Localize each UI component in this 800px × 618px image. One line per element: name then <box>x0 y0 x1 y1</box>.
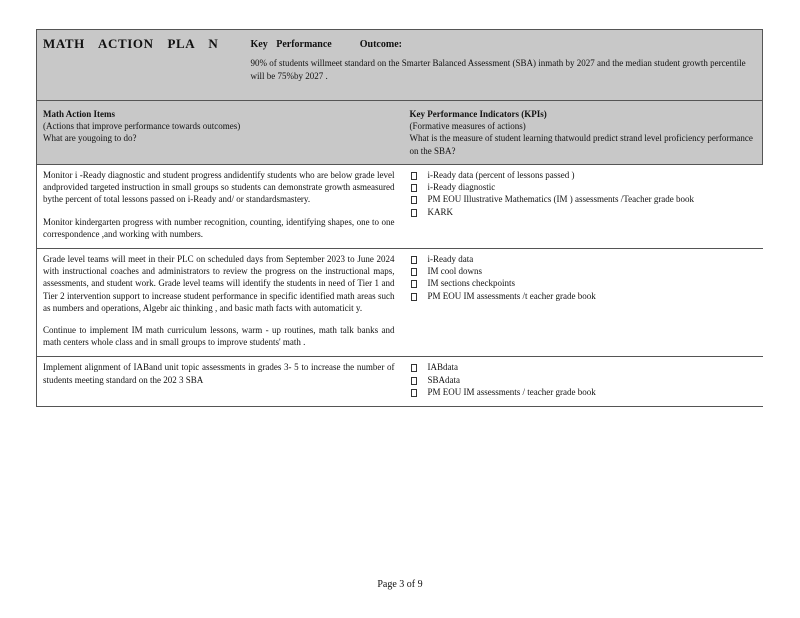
kpi-header-cell <box>403 101 763 165</box>
bullet-box-icon <box>411 389 417 397</box>
action-plan-table <box>36 29 763 407</box>
actions-header-line2: What are yougoing to do? <box>43 133 137 144</box>
bullet-box-icon <box>411 280 417 288</box>
list-item: i-Ready diagnostic <box>411 181 755 193</box>
bullet-box-icon <box>411 268 417 276</box>
action-text: Monitor kindergarten progress with number recognition, counting, identifying shapes, one to one correspondence ,and working with numbers. <box>43 216 395 239</box>
table-row <box>37 249 763 357</box>
plan-title: MATH ACTION PLA N <box>43 36 219 51</box>
kpi-header-line1: (Formative measures of actions) <box>409 121 526 132</box>
list-item: KARK <box>411 206 755 218</box>
actions-cell <box>37 165 403 249</box>
kpi-cell <box>403 249 763 357</box>
bullet-box-icon <box>411 196 417 204</box>
bullet-box-icon <box>411 256 417 264</box>
list-item: i-Ready data (percent of lessons passed ) <box>411 169 755 181</box>
list-item: IM cool downs <box>411 265 755 277</box>
bullet-box-icon <box>411 172 417 180</box>
action-text: Grade level teams will meet in their PLC on scheduled days from September 2023 to June 2024 with instructional coaches and administrators to review the progress on the instructional maps, assessments, and student work. Grade level teams will identify the students in need of Tier 1 and Tier 2 intervention support to increase student performance in specific identified math areas such as numbers and operations, Algebr aic thinking , and basic math facts with automaticit y. <box>43 254 395 313</box>
kpi-list <box>411 169 755 218</box>
list-item: IM sections checkpoints <box>411 277 755 289</box>
list-item: SBAdata <box>411 374 755 386</box>
table-row <box>37 165 763 249</box>
bullet-box-icon <box>411 364 417 372</box>
kpi-header-line2: What is the measure of student learning thatwould predict strand level proficiency performance on the SBA? <box>409 133 753 156</box>
list-item: IABdata <box>411 361 755 373</box>
list-item: PM EOU IM assessments / teacher grade book <box>411 386 755 398</box>
kpi-list <box>411 361 755 398</box>
bullet-box-icon <box>411 209 417 217</box>
action-text: Monitor i -Ready diagnostic and student progress andidentify students who are below grade level andprovided targeted instruction in small groups so students can demonstrate growth asmeasured bythe percent of total lessons passed on i-Ready and/ or standardsmastery. <box>43 170 395 205</box>
action-text: Continue to implement IM math curriculum lessons, warm - up routines, math talk banks and math centers whole class and in small groups to improve students' math . <box>43 325 395 348</box>
kpi-cell <box>403 165 763 249</box>
kpi-header-title: Key Performance Indicators (KPIs) <box>409 109 547 119</box>
list-item: PM EOU Illustrative Mathematics (IM ) assessments /Teacher grade book <box>411 193 755 205</box>
header-row <box>37 30 763 101</box>
table-row <box>37 357 763 407</box>
list-item: i-Ready data <box>411 253 755 265</box>
outcome-text: 90% of students willmeet standard on the Smarter Balanced Assessment (SBA) inmath by 2027 and the median student growth percentile will be 75%by 2027 . <box>250 58 746 81</box>
actions-header-title: Math Action Items <box>43 109 115 119</box>
actions-cell <box>37 357 403 407</box>
outcome-label: Key Performance Outcome: <box>250 39 402 50</box>
actions-cell <box>37 249 403 357</box>
list-item: PM EOU IM assessments /t eacher grade book <box>411 290 755 302</box>
kpi-cell <box>403 357 763 407</box>
outcome-cell <box>250 30 763 101</box>
subheader-row <box>37 101 763 165</box>
action-text: Implement alignment of IABand unit topic assessments in grades 3- 5 to increase the number of students meeting standard on the 202 3 SBA <box>43 362 395 385</box>
bullet-box-icon <box>411 293 417 301</box>
actions-header-cell <box>37 101 403 165</box>
actions-header-line1: (Actions that improve performance towards outcomes) <box>43 121 241 132</box>
kpi-list <box>411 253 755 302</box>
bullet-box-icon <box>411 184 417 192</box>
bullet-box-icon <box>411 377 417 385</box>
page-number: Page 3 of 9 <box>377 579 423 590</box>
